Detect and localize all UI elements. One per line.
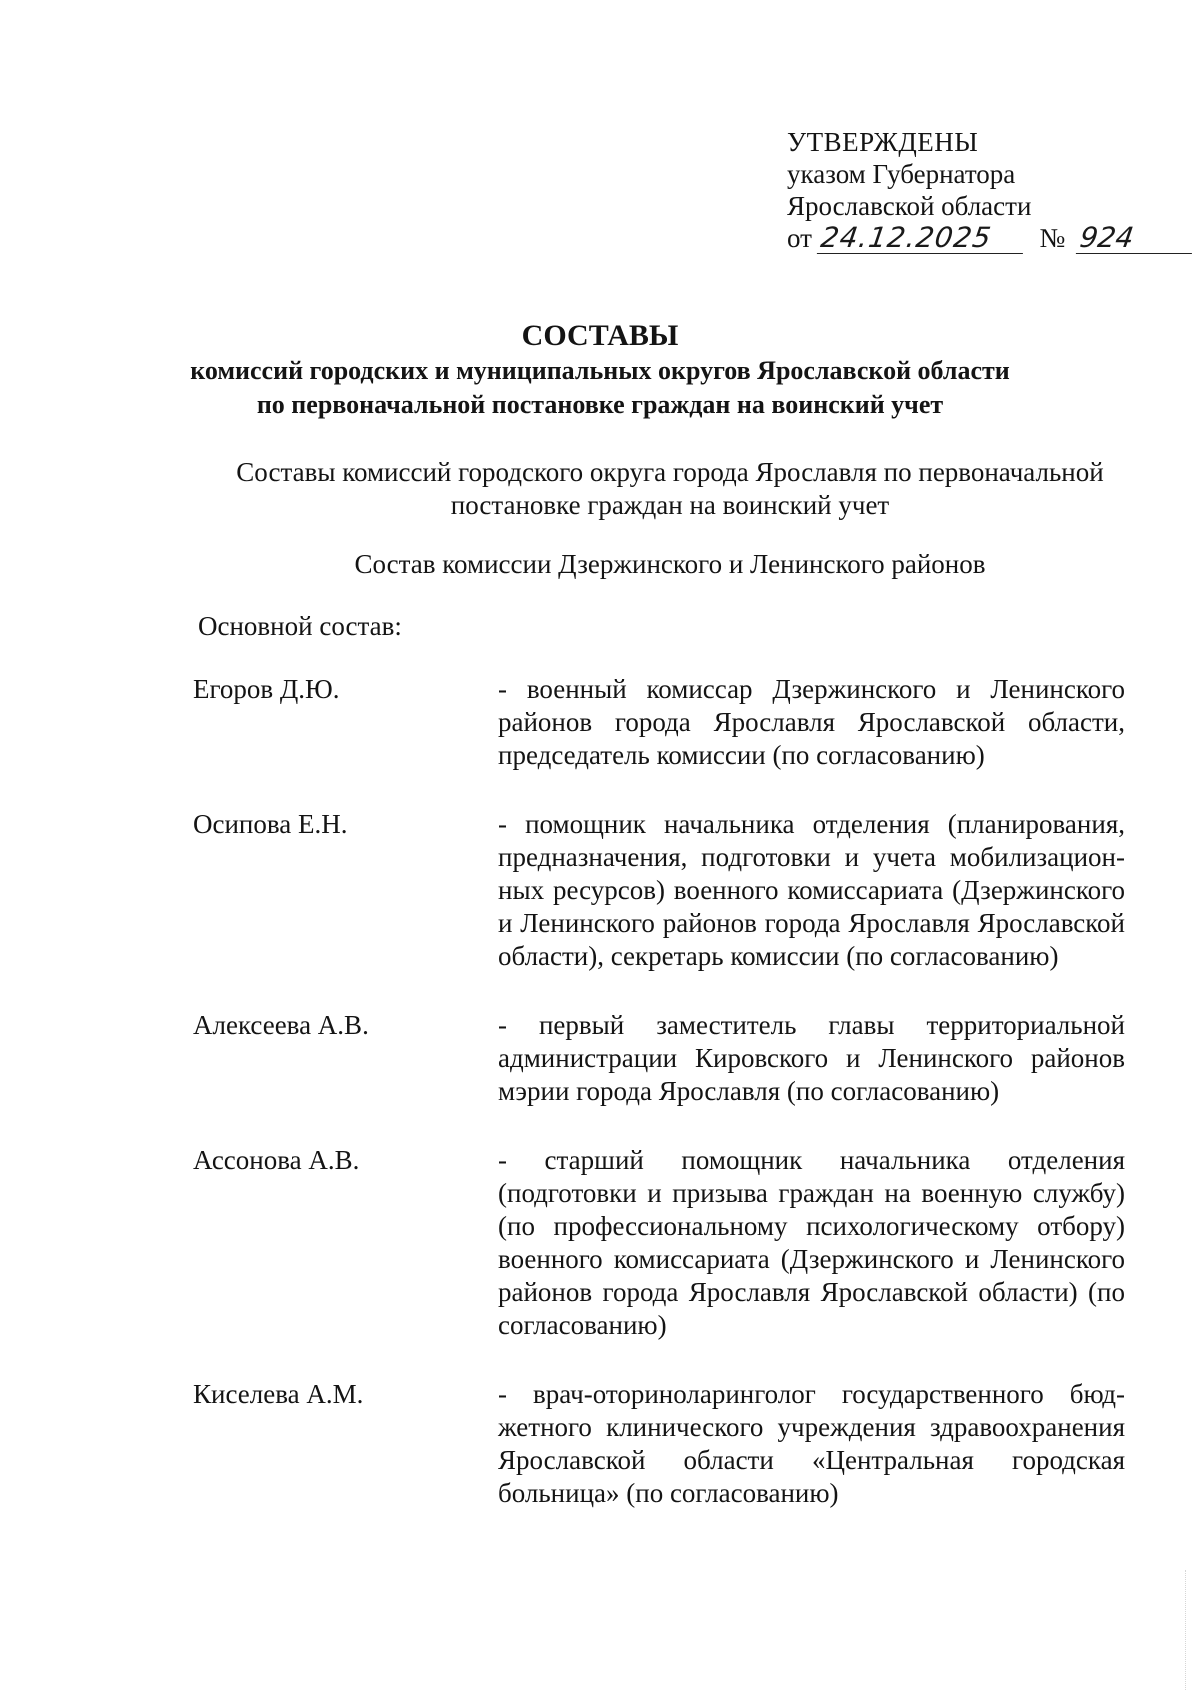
handwritten-date: 24.12.2025 — [817, 223, 1027, 254]
city-section-title — [205, 456, 1135, 522]
subtitle-line-2: по первоначальной постановке граждан на воинский учет — [256, 390, 944, 419]
member-role: - военный комиссар Дзержинского и Ленинского районов города Ярославля Ярославской области, председатель комиссии (по согласованию) — [498, 674, 1125, 770]
district-section-title: Состав комиссии Дзержинского и Ленинского районов — [354, 549, 986, 579]
approval-title: УТВЕРЖДЕНЫ — [787, 127, 979, 157]
member-row — [190, 808, 1125, 973]
date-prefix: от — [787, 223, 812, 253]
number-sign: № — [1039, 223, 1066, 253]
member-name: Ассонова А.В. — [193, 1145, 360, 1175]
handwritten-number: 924 — [1076, 223, 1196, 254]
document-subtitle — [0, 354, 1200, 422]
decree-reference — [787, 222, 1194, 254]
member-row — [190, 1144, 1125, 1342]
member-role: - врач-оториноларинголог государственного бюджетного клинического учреждения здравоохранения Ярославской области «Центральная городская больница» (по согласованию) — [498, 1379, 1125, 1508]
member-role: - старший помощник начальника отделения (подготовки и призыва граждан на военную службу) (по профессиональному психологическому отбору) военного комиссариата (Дзержинского и Ленинского районов города Ярославля Ярославской области) (по согласованию) — [498, 1145, 1125, 1340]
city-title-line-2: постановке граждан на воинский учет — [450, 490, 890, 520]
member-name: Осипова Е.Н. — [193, 809, 348, 839]
scan-edge-marks — [1183, 1570, 1186, 1690]
member-role: - первый заместитель главы территориальной администрации Кировского и Ленинского районов мэрии города Ярославля (по согласованию) — [498, 1010, 1125, 1106]
city-title-line-1: Составы комиссий городского округа города Ярославля по первоначальной — [236, 457, 1104, 487]
member-name: Киселева А.М. — [193, 1379, 364, 1409]
subtitle-line-1: комиссий городских и муниципальных округов Ярославской области — [190, 356, 1010, 385]
approval-block — [787, 126, 1194, 254]
member-name: Егоров Д.Ю. — [193, 674, 340, 704]
member-row — [190, 673, 1125, 772]
member-row — [190, 1009, 1125, 1108]
document-title: СОСТАВЫ — [521, 319, 679, 352]
member-row — [190, 1378, 1125, 1510]
member-name: Алексеева А.В. — [193, 1010, 369, 1040]
member-role: - помощник начальника отделения (планирования, предназначения, подготовки и учета мобилизационных ресурсов) военного комиссариата (Дзержинского и Ленинского районов города Ярославля Ярославской области), секретарь комиссии (по согласованию) — [498, 809, 1125, 971]
approval-issuer: указом Губернатора — [787, 159, 1016, 189]
main-composition-label: Основной состав: — [198, 611, 402, 641]
members-list — [190, 673, 1125, 1546]
approval-region: Ярославской области — [787, 191, 1032, 221]
